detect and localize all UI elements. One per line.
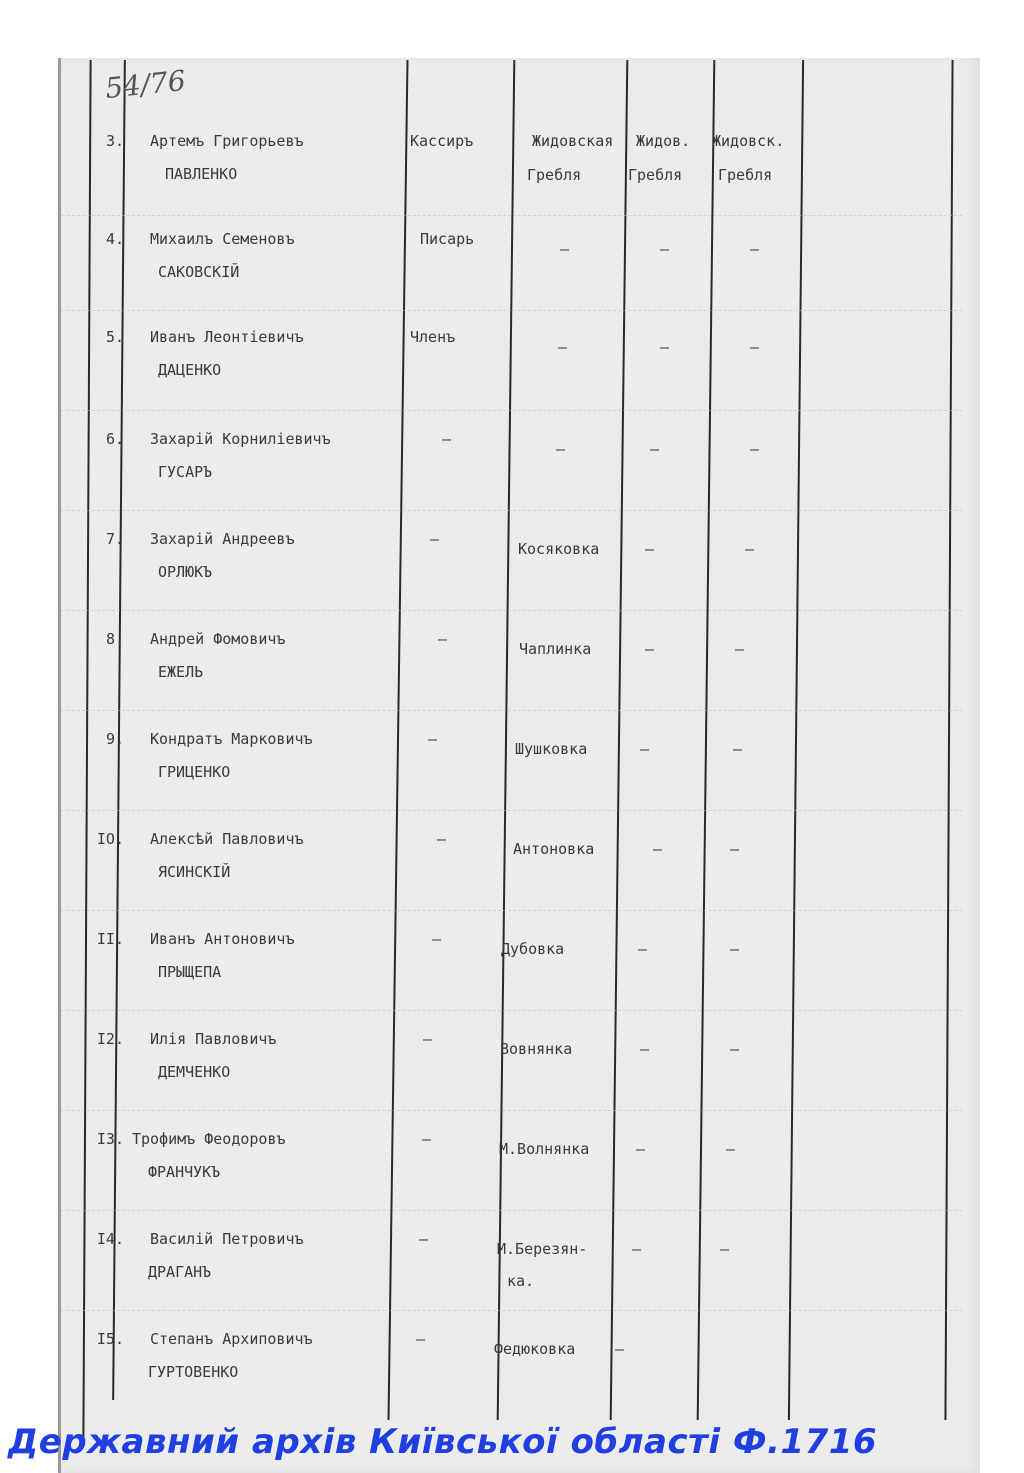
village-cell-3: – (730, 940, 740, 958)
village-cell-2: – (660, 240, 670, 258)
position-cell: – (438, 630, 448, 648)
village-cell: Федюковка (494, 1340, 576, 1358)
position-cell: – (432, 930, 442, 948)
village-cell-3: – (750, 440, 760, 458)
row-guide (62, 1010, 962, 1012)
position-cell: – (416, 1330, 426, 1348)
village-cell-2: – (636, 1140, 646, 1158)
given-name: Кондратъ Марковичъ (150, 730, 313, 748)
village-cell: Шушковка (515, 740, 588, 758)
village-cell: М.Березян- (497, 1240, 588, 1258)
village-cell-2: – (640, 740, 650, 758)
given-name: Захарій Корниліевичъ (150, 430, 331, 448)
position-cell: – (437, 830, 447, 848)
row-guide (62, 1110, 962, 1112)
row-number: 3. (105, 132, 124, 150)
village-cell-3: – (750, 338, 760, 356)
row-guide (62, 710, 962, 712)
village-cell: Вовнянка (500, 1040, 573, 1058)
village-cell-3: – (735, 640, 745, 658)
row-guide (62, 610, 962, 612)
surname: ГУРТОВЕНКО (148, 1363, 239, 1381)
position-cell: – (428, 730, 438, 748)
position-cell: – (442, 430, 452, 448)
village-cell: Жидов. (636, 132, 691, 150)
given-name: Артемъ Григорьевъ (150, 132, 304, 150)
row-number: 5. (105, 328, 124, 346)
row-guide (62, 1310, 962, 1312)
row-guide (62, 810, 962, 812)
surname: ПАВЛЕНКО (165, 165, 238, 183)
row-number: 4. (105, 230, 124, 248)
village-cell-3: – (720, 1240, 730, 1258)
position-cell: – (419, 1230, 429, 1248)
village-cell-2: – (645, 640, 655, 658)
row-number: 9. (105, 730, 124, 748)
village-cell: Дубовка (501, 940, 565, 958)
archive-watermark: Державний архів Київської області Ф.1716 (8, 1422, 878, 1462)
village-cell: Жидовск. (712, 132, 785, 150)
surname: ГРИЦЕНКО (158, 763, 231, 781)
position-cell: Писарь (420, 230, 475, 248)
surname: ДРАГАНЪ (148, 1263, 212, 1281)
village-cell: – (556, 440, 566, 458)
village-cell-2: – (632, 1240, 642, 1258)
position-cell: Членъ (410, 328, 456, 346)
surname: ДЕМЧЕНКО (158, 1063, 231, 1081)
row-number: I2. (96, 1030, 124, 1048)
sheet-edge (58, 58, 61, 1473)
row-number: 7. (105, 530, 124, 548)
folio-mark: 54/76 (103, 63, 188, 106)
row-number: IO. (96, 830, 124, 848)
row-guide (62, 215, 962, 217)
village-cell-3: – (726, 1140, 736, 1158)
given-name: Андрей Фомовичъ (150, 630, 286, 648)
given-name: Трофимъ Феодоровъ (132, 1130, 286, 1148)
given-name: Василій Петровичъ (150, 1230, 304, 1248)
village-cell: Чаплинка (519, 640, 592, 658)
surname: ЯСИНСКІЙ (158, 863, 231, 881)
village-cell-3: – (730, 840, 740, 858)
village-cell-line2: Гребля (527, 166, 582, 184)
position-cell: – (423, 1030, 433, 1048)
given-name: Захарій Андреевъ (150, 530, 295, 548)
village-cell-3: – (730, 1040, 740, 1058)
village-cell-line2: ка. (507, 1272, 535, 1290)
village-cell-3: – (745, 540, 755, 558)
village-cell: Антоновка (513, 840, 595, 858)
village-cell-2: – (640, 1040, 650, 1058)
surname: ФРАНЧУКЪ (148, 1163, 221, 1181)
surname: ПРЫЩЕПА (158, 963, 222, 981)
given-name: Иванъ Леонтіевичъ (150, 328, 304, 346)
surname: ГУСАРЪ (158, 463, 213, 481)
village-cell-3: – (750, 240, 760, 258)
village-cell-line2: Гребля (628, 166, 683, 184)
village-cell: Жидовская (532, 132, 614, 150)
row-guide (62, 410, 962, 412)
row-number: I3. (96, 1130, 124, 1148)
surname: ДАЦЕНКО (158, 361, 222, 379)
village-cell: М.Волнянка (499, 1140, 590, 1158)
row-guide (62, 310, 962, 312)
given-name: Михаилъ Семеновъ (150, 230, 295, 248)
given-name: Алексѣй Павловичъ (150, 830, 304, 848)
row-number: 8. (105, 630, 124, 648)
given-name: Илія Павловичъ (150, 1030, 277, 1048)
row-guide (62, 910, 962, 912)
village-cell: – (558, 338, 568, 356)
village-cell-2: – (650, 440, 660, 458)
row-number: 6. (105, 430, 124, 448)
village-cell-line2: Гребля (718, 166, 773, 184)
village-cell-2: – (638, 940, 648, 958)
village-cell-2: – (660, 338, 670, 356)
given-name: Степанъ Архиповичъ (150, 1330, 313, 1348)
row-guide (62, 1210, 962, 1212)
village-cell-2: – (645, 540, 655, 558)
position-cell: Кассиръ (410, 132, 474, 150)
given-name: Иванъ Антоновичъ (150, 930, 295, 948)
village-cell-3: – (733, 740, 743, 758)
surname: ЕЖЕЛЬ (158, 663, 204, 681)
surname: САКОВСКІЙ (158, 263, 240, 281)
village-cell-2: – (615, 1340, 625, 1358)
village-cell: – (560, 240, 570, 258)
village-cell: Косяковка (518, 540, 600, 558)
position-cell: – (422, 1130, 432, 1148)
row-number: I5. (96, 1330, 124, 1348)
row-number: II. (96, 930, 124, 948)
row-guide (62, 510, 962, 512)
village-cell-2: – (653, 840, 663, 858)
surname: ОРЛЮКЪ (158, 563, 213, 581)
row-number: I4. (96, 1230, 124, 1248)
position-cell: – (430, 530, 440, 548)
